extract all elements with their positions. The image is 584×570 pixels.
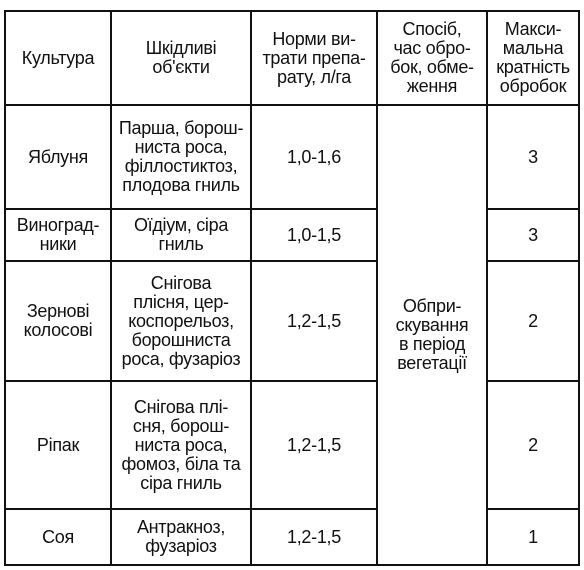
text-line: Снігова	[150, 272, 212, 293]
text-line: Яблуня	[28, 146, 88, 167]
text-line: Макси-	[504, 19, 562, 39]
cell-max: 3	[487, 105, 579, 209]
cell-culture	[5, 105, 111, 209]
table-row	[5, 261, 579, 381]
cell-max: 2	[487, 261, 579, 381]
text-line: рату, л/га	[277, 66, 351, 87]
text-line: коспорельоз,	[128, 310, 234, 331]
text-line: плодова гниль	[122, 175, 240, 195]
cell-method-shared	[377, 105, 487, 565]
cell-culture	[5, 261, 111, 381]
pesticide-table	[4, 10, 580, 566]
text-line: філлостиктоз,	[124, 156, 238, 176]
cell-rate: 1,2-1,5	[251, 509, 377, 565]
header-row	[5, 11, 579, 105]
text-line: Антракноз,	[136, 517, 226, 537]
cell-culture	[5, 509, 111, 565]
table-row	[5, 509, 579, 565]
text-line: Виноград-	[16, 215, 100, 235]
text-line: Культура	[21, 47, 95, 68]
text-line: ниста роса,	[134, 137, 228, 157]
text-line: роса, фузаріоз	[121, 348, 241, 369]
text-line: об'єкти	[152, 57, 210, 77]
text-line: сня, борош-	[132, 415, 230, 436]
text-line: плісня, цер-	[133, 291, 229, 312]
table-row	[5, 381, 579, 509]
text-line: Парша, борош-	[118, 118, 244, 138]
cell-rate: 1,0-1,6	[251, 105, 377, 209]
cell-rate: 1,2-1,5	[251, 381, 377, 509]
text-line: Норми ви-	[272, 28, 356, 49]
cell-pests	[111, 381, 251, 509]
text-line: Шкідливі	[145, 38, 217, 58]
table-row	[5, 105, 579, 209]
header-culture	[5, 11, 111, 105]
cell-rate: 1,2-1,5	[251, 261, 377, 381]
cell-pests	[111, 105, 251, 209]
header-pests	[111, 11, 251, 105]
text-line: сіра гниль	[140, 472, 222, 493]
cell-max: 2	[487, 381, 579, 509]
text-line: в період	[398, 334, 466, 354]
text-line: гниль	[158, 234, 204, 254]
text-line: Соя	[42, 526, 74, 547]
text-line: фузаріоз	[145, 536, 217, 556]
text-line: мальна	[502, 38, 564, 58]
header-method	[377, 11, 487, 105]
cell-pests	[111, 509, 251, 565]
header-max	[487, 11, 579, 105]
text-line: Спосіб,	[402, 19, 462, 39]
text-line: Оїдіум, сіра	[133, 215, 229, 235]
cell-max: 1	[487, 509, 579, 565]
text-line: ники	[39, 234, 77, 254]
text-line: Зернові	[26, 301, 90, 321]
text-line: бок, обме-	[390, 57, 474, 77]
table-row	[5, 209, 579, 261]
text-line: Ріпак	[36, 434, 80, 455]
cell-culture	[5, 209, 111, 261]
text-line: ження	[406, 76, 458, 96]
text-line: Обпри-	[402, 296, 462, 316]
cell-pests	[111, 209, 251, 261]
text-line: вегетації	[397, 353, 467, 373]
cell-rate: 1,0-1,5	[251, 209, 377, 261]
text-line: Снігова плі-	[133, 396, 229, 417]
text-line: обробок	[499, 76, 567, 96]
text-line: час обро-	[393, 38, 471, 58]
text-line: трати препа-	[262, 47, 366, 68]
text-line: ниста роса,	[134, 434, 228, 455]
text-line: борошниста	[131, 329, 231, 350]
text-line: колосові	[23, 320, 93, 340]
cell-culture	[5, 381, 111, 509]
header-rate	[251, 11, 377, 105]
text-line: кратність	[496, 57, 570, 77]
cell-pests	[111, 261, 251, 381]
cell-max: 3	[487, 209, 579, 261]
text-line: скування	[395, 315, 469, 335]
text-line: фомоз, біла та	[121, 453, 241, 474]
